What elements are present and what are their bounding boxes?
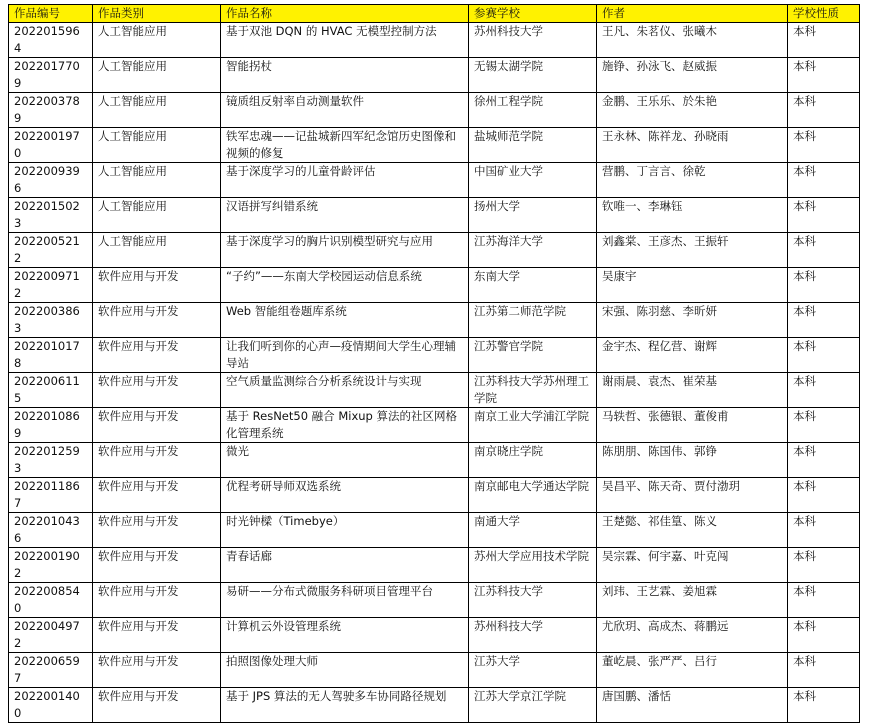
cell-title: Web 智能组卷题库系统 — [221, 303, 469, 338]
table-row — [9, 128, 860, 163]
cell-school-type: 本科 — [788, 303, 860, 338]
table-row — [9, 93, 860, 128]
cell-id: 2022009712 — [9, 268, 93, 303]
cell-school-type: 本科 — [788, 513, 860, 548]
cell-title: 青春话廊 — [221, 548, 469, 583]
cell-school: 江苏大学京江学院 — [469, 688, 597, 723]
cell-authors: 吴宗霖、何宇嘉、叶克闯 — [597, 548, 788, 583]
cell-id: 2022015023 — [9, 198, 93, 233]
cell-id: 2022010178 — [9, 338, 93, 373]
cell-authors: 吴昌平、陈天奇、贾付渤玥 — [597, 478, 788, 513]
cell-title: 空气质量监测综合分析系统设计与实现 — [221, 373, 469, 408]
cell-category: 软件应用与开发 — [93, 303, 221, 338]
cell-authors: 施铮、孙泳飞、赵威振 — [597, 58, 788, 93]
table-row — [9, 233, 860, 268]
table-row — [9, 478, 860, 513]
cell-school-type: 本科 — [788, 408, 860, 443]
cell-category: 软件应用与开发 — [93, 268, 221, 303]
cell-authors: 宋强、陈羽慈、李昕妍 — [597, 303, 788, 338]
cell-authors: 刘鑫棠、王彦杰、王振轩 — [597, 233, 788, 268]
cell-authors: 钦唯一、李琳钰 — [597, 198, 788, 233]
cell-id: 2022006115 — [9, 373, 93, 408]
cell-category: 人工智能应用 — [93, 58, 221, 93]
header-school: 参赛学校 — [469, 5, 597, 23]
header-title: 作品名称 — [221, 5, 469, 23]
cell-title: “子约”——东南大学校园运动信息系统 — [221, 268, 469, 303]
cell-authors: 董屹晨、张严严、吕行 — [597, 653, 788, 688]
cell-authors: 吴康宇 — [597, 268, 788, 303]
cell-authors: 王凡、朱茗仪、张曦木 — [597, 23, 788, 58]
cell-title: 优程考研导师双选系统 — [221, 478, 469, 513]
cell-school: 徐州工程学院 — [469, 93, 597, 128]
cell-id: 2022004972 — [9, 618, 93, 653]
cell-school-type: 本科 — [788, 93, 860, 128]
cell-school-type: 本科 — [788, 58, 860, 93]
cell-authors: 陈朋朋、陈国伟、郭铮 — [597, 443, 788, 478]
cell-category: 软件应用与开发 — [93, 548, 221, 583]
cell-school-type: 本科 — [788, 478, 860, 513]
table-row — [9, 198, 860, 233]
cell-school-type: 本科 — [788, 688, 860, 723]
cell-school: 盐城师范学院 — [469, 128, 597, 163]
cell-school: 东南大学 — [469, 268, 597, 303]
cell-title: 让我们听到你的心声—疫情期间大学生心理辅导站 — [221, 338, 469, 373]
table-row — [9, 618, 860, 653]
cell-title: 基于深度学习的胸片识别模型研究与应用 — [221, 233, 469, 268]
cell-school-type: 本科 — [788, 233, 860, 268]
header-row — [9, 5, 860, 23]
cell-school-type: 本科 — [788, 443, 860, 478]
table-container — [8, 4, 860, 723]
table-row — [9, 338, 860, 373]
cell-id: 2022010436 — [9, 513, 93, 548]
cell-category: 软件应用与开发 — [93, 653, 221, 688]
cell-authors: 王楚懿、祁佳篁、陈义 — [597, 513, 788, 548]
cell-id: 2022003863 — [9, 303, 93, 338]
table-row — [9, 548, 860, 583]
cell-school: 无锡太湖学院 — [469, 58, 597, 93]
cell-category: 人工智能应用 — [93, 23, 221, 58]
cell-category: 软件应用与开发 — [93, 583, 221, 618]
cell-id: 2022001902 — [9, 548, 93, 583]
cell-title: 基于 JPS 算法的无人驾驶多车协同路径规划 — [221, 688, 469, 723]
cell-category: 人工智能应用 — [93, 163, 221, 198]
cell-school: 南通大学 — [469, 513, 597, 548]
cell-title: 基于 ResNet50 融合 Mixup 算法的社区网格化管理系统 — [221, 408, 469, 443]
cell-category: 软件应用与开发 — [93, 408, 221, 443]
cell-category: 人工智能应用 — [93, 198, 221, 233]
cell-authors: 尤欣玥、高成杰、蒋鹏远 — [597, 618, 788, 653]
cell-school-type: 本科 — [788, 198, 860, 233]
cell-school-type: 本科 — [788, 23, 860, 58]
cell-authors: 马轶哲、张德银、董俊甫 — [597, 408, 788, 443]
cell-school: 扬州大学 — [469, 198, 597, 233]
cell-authors: 营鹏、丁言言、徐乾 — [597, 163, 788, 198]
cell-category: 软件应用与开发 — [93, 513, 221, 548]
cell-title: 镜质组反射率自动测量软件 — [221, 93, 469, 128]
cell-id: 2022010869 — [9, 408, 93, 443]
table-row — [9, 688, 860, 723]
cell-category: 人工智能应用 — [93, 233, 221, 268]
cell-title: 铁军忠魂——记盐城新四军纪念馆历史图像和视频的修复 — [221, 128, 469, 163]
cell-school-type: 本科 — [788, 128, 860, 163]
cell-title: 基于深度学习的儿童骨龄评估 — [221, 163, 469, 198]
cell-category: 软件应用与开发 — [93, 443, 221, 478]
cell-id: 2022012593 — [9, 443, 93, 478]
table-row — [9, 23, 860, 58]
cell-category: 软件应用与开发 — [93, 688, 221, 723]
cell-id: 2022001400 — [9, 688, 93, 723]
cell-school-type: 本科 — [788, 268, 860, 303]
cell-id: 2022011867 — [9, 478, 93, 513]
cell-school: 江苏海洋大学 — [469, 233, 597, 268]
cell-title: 计算机云外设管理系统 — [221, 618, 469, 653]
table-row — [9, 373, 860, 408]
cell-school-type: 本科 — [788, 373, 860, 408]
awards-table — [8, 4, 860, 723]
cell-school-type: 本科 — [788, 583, 860, 618]
cell-id: 2022006597 — [9, 653, 93, 688]
cell-id: 2022001970 — [9, 128, 93, 163]
cell-school: 江苏科技大学苏州理工学院 — [469, 373, 597, 408]
cell-category: 软件应用与开发 — [93, 338, 221, 373]
cell-title: 汉语拼写纠错系统 — [221, 198, 469, 233]
cell-id: 2022003789 — [9, 93, 93, 128]
header-id: 作品编号 — [9, 5, 93, 23]
cell-school-type: 本科 — [788, 653, 860, 688]
cell-category: 软件应用与开发 — [93, 373, 221, 408]
cell-school: 江苏科技大学 — [469, 583, 597, 618]
cell-title: 微光 — [221, 443, 469, 478]
cell-title: 时光钟樑（Timebye） — [221, 513, 469, 548]
table-row — [9, 268, 860, 303]
cell-category: 人工智能应用 — [93, 93, 221, 128]
cell-title: 易研——分布式微服务科研项目管理平台 — [221, 583, 469, 618]
header-authors: 作者 — [597, 5, 788, 23]
cell-authors: 王永林、陈祥龙、孙晓雨 — [597, 128, 788, 163]
cell-school: 江苏警官学院 — [469, 338, 597, 373]
cell-school-type: 本科 — [788, 163, 860, 198]
cell-title: 基于双池 DQN 的 HVAC 无模型控制方法 — [221, 23, 469, 58]
cell-id: 2022009396 — [9, 163, 93, 198]
table-row — [9, 408, 860, 443]
cell-school: 南京晓庄学院 — [469, 443, 597, 478]
table-row — [9, 58, 860, 93]
cell-authors: 金宇杰、程亿营、谢辉 — [597, 338, 788, 373]
cell-authors: 谢雨晨、袁杰、崔荣基 — [597, 373, 788, 408]
cell-school: 苏州大学应用技术学院 — [469, 548, 597, 583]
cell-school: 中国矿业大学 — [469, 163, 597, 198]
cell-school: 苏州科技大学 — [469, 618, 597, 653]
table-row — [9, 163, 860, 198]
table-row — [9, 583, 860, 618]
cell-school: 江苏大学 — [469, 653, 597, 688]
cell-school: 南京工业大学浦江学院 — [469, 408, 597, 443]
table-row — [9, 513, 860, 548]
cell-category: 软件应用与开发 — [93, 618, 221, 653]
cell-school: 江苏第二师范学院 — [469, 303, 597, 338]
cell-school-type: 本科 — [788, 338, 860, 373]
cell-title: 拍照图像处理大师 — [221, 653, 469, 688]
header-school-type: 学校性质 — [788, 5, 860, 23]
cell-school: 南京邮电大学通达学院 — [469, 478, 597, 513]
cell-id: 2022005212 — [9, 233, 93, 268]
cell-category: 软件应用与开发 — [93, 478, 221, 513]
cell-school-type: 本科 — [788, 618, 860, 653]
cell-id: 2022015964 — [9, 23, 93, 58]
cell-authors: 唐国鹏、潘恬 — [597, 688, 788, 723]
cell-authors: 刘玮、王艺霖、姜旭霖 — [597, 583, 788, 618]
cell-school: 苏州科技大学 — [469, 23, 597, 58]
cell-title: 智能拐杖 — [221, 58, 469, 93]
table-row — [9, 443, 860, 478]
cell-id: 2022017709 — [9, 58, 93, 93]
table-row — [9, 303, 860, 338]
header-category: 作品类别 — [93, 5, 221, 23]
cell-school-type: 本科 — [788, 548, 860, 583]
cell-category: 人工智能应用 — [93, 128, 221, 163]
cell-id: 2022008540 — [9, 583, 93, 618]
cell-authors: 金鹏、王乐乐、於朱艳 — [597, 93, 788, 128]
table-row — [9, 653, 860, 688]
